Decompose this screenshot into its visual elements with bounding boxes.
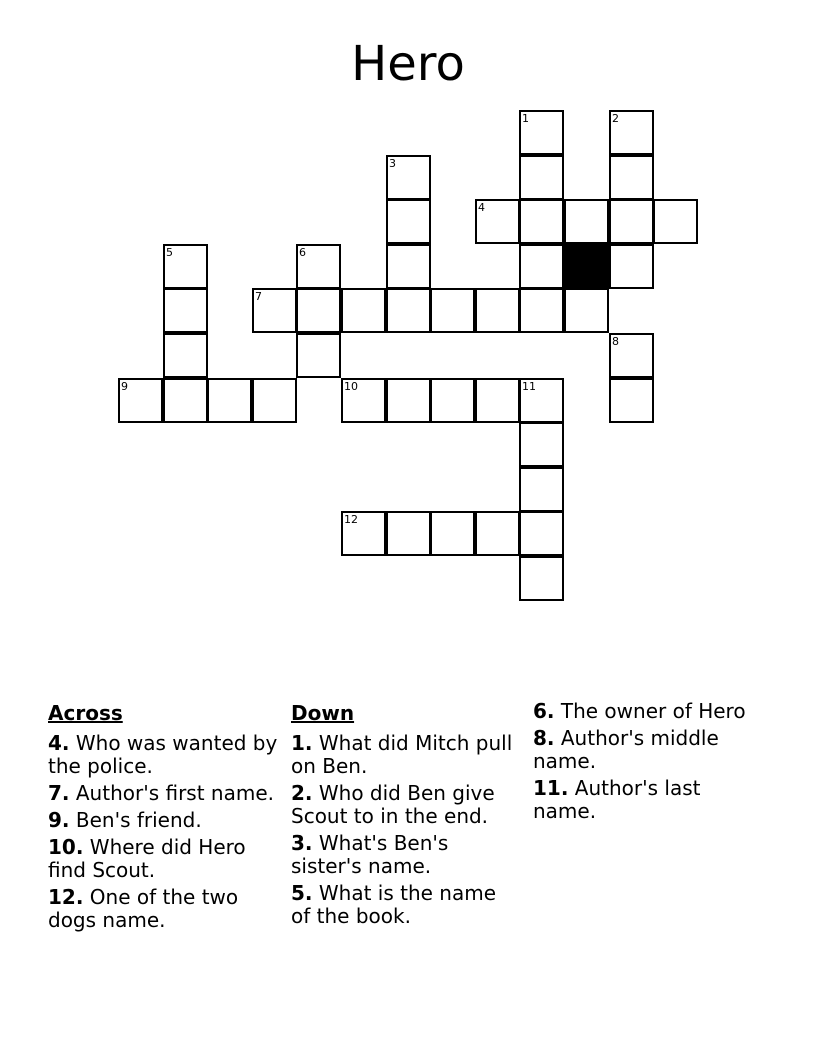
grid-cell[interactable] [341, 511, 386, 556]
clue-item-number: 12. [48, 885, 84, 909]
clue-item-text: Author's last name. [533, 776, 701, 823]
grid-cell[interactable] [564, 199, 609, 244]
clue-number: 12 [344, 513, 358, 526]
grid-cell[interactable] [252, 288, 297, 333]
grid-cell[interactable] [519, 556, 564, 601]
clue-item-text: One of the two dogs name. [48, 885, 239, 932]
grid-cell[interactable] [475, 378, 520, 423]
clue-item-text: The owner of Hero [554, 699, 746, 723]
clue-number: 10 [344, 380, 358, 393]
down-clues [291, 700, 516, 932]
grid-cell[interactable] [519, 199, 564, 244]
grid-cell[interactable] [296, 288, 341, 333]
clue-item [291, 782, 516, 828]
grid-cell[interactable] [519, 378, 564, 423]
grid-cell[interactable] [475, 199, 520, 244]
grid-cell[interactable] [609, 155, 654, 200]
grid-cell[interactable] [341, 288, 386, 333]
clue-item-text: Who was wanted by the police. [48, 731, 278, 778]
clue-item-text: Ben's friend. [69, 808, 202, 832]
clue-number: 9 [121, 380, 128, 393]
clue-item-text: What did Mitch pull on Ben. [291, 731, 513, 778]
grid-cell[interactable] [386, 288, 431, 333]
clue-item [533, 700, 763, 723]
grid-cell[interactable] [341, 378, 386, 423]
clue-number: 5 [166, 246, 173, 259]
clue-item [48, 886, 278, 932]
grid-cell[interactable] [430, 378, 475, 423]
grid-cell[interactable] [386, 378, 431, 423]
clue-item-number: 4. [48, 731, 70, 755]
across-clues [48, 700, 278, 936]
clue-item-number: 11. [533, 776, 569, 800]
grid-cell[interactable] [519, 155, 564, 200]
down-heading: Down [291, 701, 355, 725]
clue-number: 2 [612, 112, 619, 125]
grid-cell[interactable] [118, 378, 163, 423]
clue-number: 3 [389, 157, 396, 170]
clue-number: 6 [299, 246, 306, 259]
grid-cell[interactable] [475, 511, 520, 556]
grid-cell[interactable] [386, 511, 431, 556]
grid-cell[interactable] [653, 199, 698, 244]
grid-cell[interactable] [163, 244, 208, 289]
grid-cell[interactable] [386, 155, 431, 200]
clue-item [291, 882, 516, 928]
clue-item-text: Where did Hero find Scout. [48, 835, 246, 882]
grid-cell[interactable] [519, 288, 564, 333]
clue-item-text: Author's middle name. [533, 726, 719, 773]
grid-cell[interactable] [519, 244, 564, 289]
clue-item [48, 782, 278, 805]
black-square [564, 244, 609, 289]
clue-item [291, 732, 516, 778]
clue-item-text: What is the name of the book. [291, 881, 497, 928]
clue-item-number: 9. [48, 808, 70, 832]
grid-cell[interactable] [163, 378, 208, 423]
across-heading: Across [48, 701, 123, 725]
grid-cell[interactable] [609, 333, 654, 378]
clue-number: 1 [522, 112, 529, 125]
grid-cell[interactable] [564, 288, 609, 333]
grid-cell[interactable] [609, 378, 654, 423]
grid-cell[interactable] [519, 422, 564, 467]
clue-item-number: 5. [291, 881, 313, 905]
grid-cell[interactable] [609, 110, 654, 155]
grid-cell[interactable] [475, 288, 520, 333]
clue-item-number: 8. [533, 726, 555, 750]
grid-cell[interactable] [252, 378, 297, 423]
clue-item [533, 727, 763, 773]
puzzle-title: Hero [351, 36, 465, 92]
clue-item-number: 7. [48, 781, 70, 805]
clue-item-text: What's Ben's sister's name. [291, 831, 449, 878]
grid-cell[interactable] [163, 288, 208, 333]
clue-item-text: Author's first name. [69, 781, 274, 805]
clue-number: 4 [478, 201, 485, 214]
grid-cell[interactable] [519, 467, 564, 512]
clue-item [48, 732, 278, 778]
grid-cell[interactable] [609, 244, 654, 289]
down-clues-continued [533, 700, 763, 827]
clue-item-text: Who did Ben give Scout to in the end. [291, 781, 495, 828]
clue-item [291, 832, 516, 878]
clue-item-number: 3. [291, 831, 313, 855]
clue-number: 11 [522, 380, 536, 393]
clue-item-number: 6. [533, 699, 555, 723]
clue-item-number: 1. [291, 731, 313, 755]
clue-item-number: 10. [48, 835, 84, 859]
clue-item [533, 777, 763, 823]
grid-cell[interactable] [163, 333, 208, 378]
clue-item [48, 809, 278, 832]
grid-cell[interactable] [430, 511, 475, 556]
grid-cell[interactable] [296, 244, 341, 289]
grid-cell[interactable] [519, 511, 564, 556]
grid-cell[interactable] [296, 333, 341, 378]
grid-cell[interactable] [609, 199, 654, 244]
grid-cell[interactable] [386, 244, 431, 289]
grid-cell[interactable] [430, 288, 475, 333]
clue-number: 7 [255, 290, 262, 303]
grid-cell[interactable] [519, 110, 564, 155]
grid-cell[interactable] [207, 378, 252, 423]
clue-item-number: 2. [291, 781, 313, 805]
grid-cell[interactable] [386, 199, 431, 244]
clue-item [48, 836, 278, 882]
clue-number: 8 [612, 335, 619, 348]
